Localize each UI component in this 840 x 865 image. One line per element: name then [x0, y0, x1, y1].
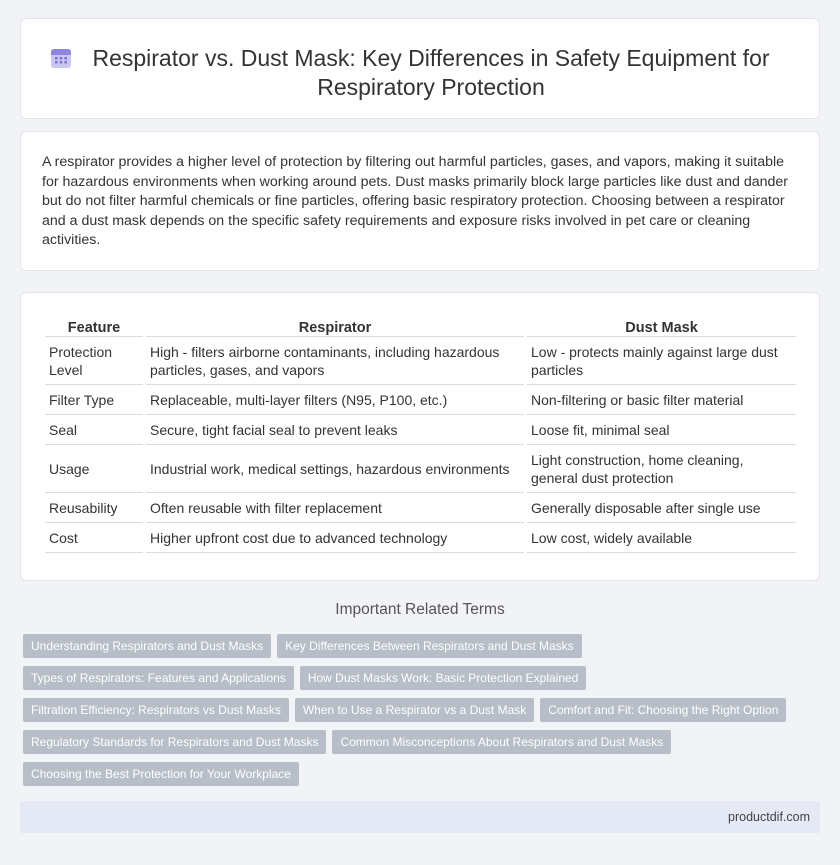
- table-header-row: [45, 315, 796, 337]
- table-row: [45, 385, 796, 415]
- table-cell: Higher upfront cost due to advanced technology: [146, 523, 524, 553]
- related-term-link[interactable]: Filtration Efficiency: Respirators vs Dust Masks: [23, 698, 289, 722]
- tag-row: [23, 698, 792, 722]
- page-title: Respirator vs. Dust Mask: Key Differences in Safety Equipment for Respiratory Protection: [92, 45, 770, 100]
- related-term-link[interactable]: Understanding Respirators and Dust Masks: [23, 634, 271, 658]
- intro-card: [20, 131, 820, 271]
- title-card: [20, 18, 820, 119]
- tag-row: [23, 730, 677, 754]
- related-term-link[interactable]: Key Differences Between Respirators and Dust Masks: [277, 634, 582, 658]
- tag-row: [23, 634, 588, 658]
- footer: [20, 801, 820, 833]
- table-cell: Usage: [45, 445, 143, 493]
- related-term-link[interactable]: Types of Respirators: Features and Applications: [23, 666, 294, 690]
- table-cell: Replaceable, multi-layer filters (N95, P100, etc.): [146, 385, 524, 415]
- table-cell: Cost: [45, 523, 143, 553]
- table-cell: Low cost, widely available: [527, 523, 796, 553]
- table-row: [45, 415, 796, 445]
- table-cell: Seal: [45, 415, 143, 445]
- table-row: [45, 445, 796, 493]
- table-cell: Generally disposable after single use: [527, 493, 796, 523]
- table-row: [45, 337, 796, 385]
- table-cell: Non-filtering or basic filter material: [527, 385, 796, 415]
- related-term-link[interactable]: Choosing the Best Protection for Your Workplace: [23, 762, 299, 786]
- table-cell: Protection Level: [45, 337, 143, 385]
- table-cell: Loose fit, minimal seal: [527, 415, 796, 445]
- table-row: [45, 493, 796, 523]
- header-dust-mask: Dust Mask: [527, 315, 796, 337]
- comparison-card: [20, 292, 820, 581]
- table-cell: Secure, tight facial seal to prevent leaks: [146, 415, 524, 445]
- related-term-link[interactable]: Regulatory Standards for Respirators and Dust Masks: [23, 730, 326, 754]
- table-cell: Often reusable with filter replacement: [146, 493, 524, 523]
- table-cell: Filter Type: [45, 385, 143, 415]
- tag-row: [23, 762, 305, 786]
- table-row: [45, 523, 796, 553]
- intro-paragraph: A respirator provides a higher level of protection by filtering out harmful particles, gases, and vapors, making it suitable for hazardous environments when working around pets. Dust masks primarily block large particles like dust and dander but do not filter harmful chemicals or fine particles, offering basic respiratory protection. Choosing between a respirator and a dust mask depends on the specific safety requirements and exposure risks involved in pet care or cleaning activities.: [42, 154, 788, 248]
- table-cell: Low - protects mainly against large dust particles: [527, 337, 796, 385]
- footer-site-link[interactable]: productdif.com: [728, 810, 810, 824]
- related-term-link[interactable]: How Dust Masks Work: Basic Protection Explained: [300, 666, 587, 690]
- tag-row: [23, 666, 592, 690]
- related-term-link[interactable]: When to Use a Respirator vs a Dust Mask: [295, 698, 534, 722]
- related-term-link[interactable]: Common Misconceptions About Respirators and Dust Masks: [332, 730, 671, 754]
- header-respirator: Respirator: [146, 315, 524, 337]
- related-terms-title: Important Related Terms: [335, 601, 505, 618]
- comparison-table: [42, 315, 799, 553]
- header-feature: Feature: [45, 315, 143, 337]
- related-term-link[interactable]: Comfort and Fit: Choosing the Right Option: [540, 698, 786, 722]
- table-cell: High - filters airborne contaminants, including hazardous particles, gases, and vapors: [146, 337, 524, 385]
- table-cell: Industrial work, medical settings, hazardous environments: [146, 445, 524, 493]
- table-cell: Reusability: [45, 493, 143, 523]
- table-cell: Light construction, home cleaning, general dust protection: [527, 445, 796, 493]
